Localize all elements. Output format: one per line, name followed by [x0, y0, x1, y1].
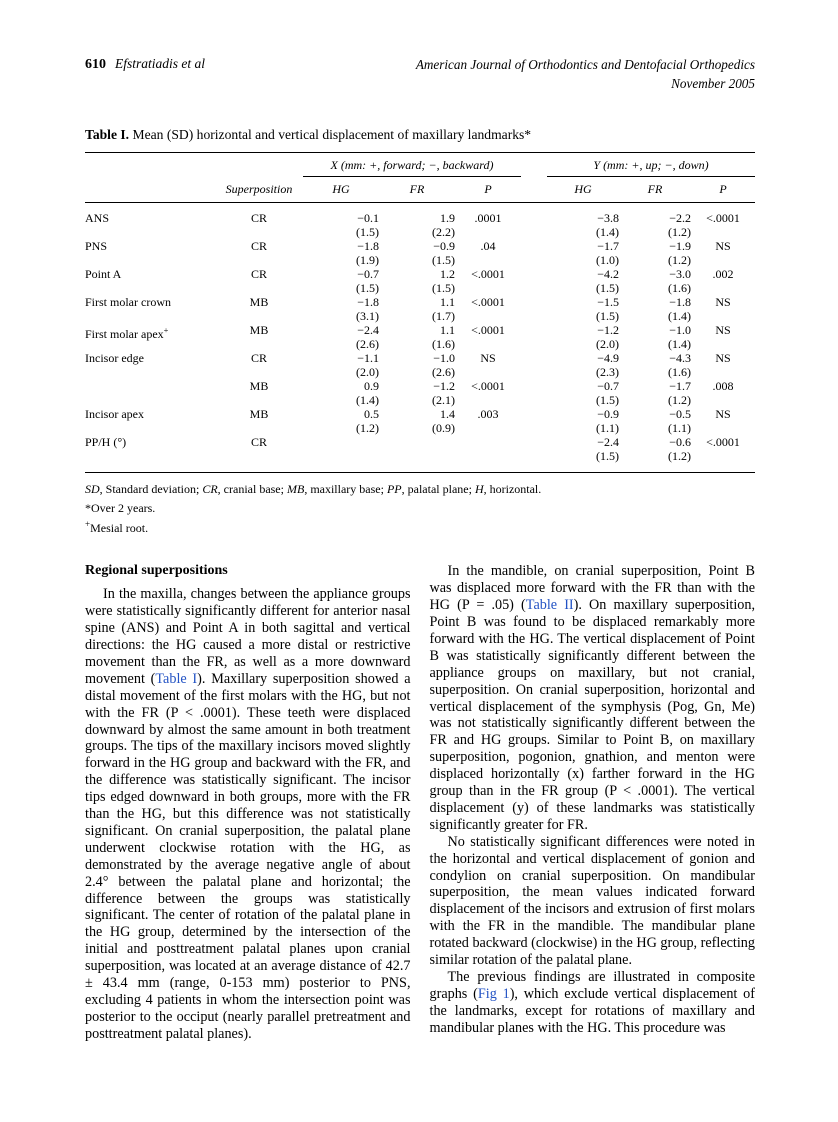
paragraph-mandible: [430, 563, 756, 834]
x-p-cell: <.0001: [471, 379, 505, 394]
landmark-cell: PNS: [85, 239, 108, 254]
figure-1-link[interactable]: Fig 1: [477, 985, 510, 1002]
y-fr-cell: −4.3 (1.6): [668, 351, 691, 379]
superposition-cell: CR: [250, 267, 267, 282]
y-hg-cell: −0.7 (1.5): [596, 379, 619, 407]
x-p-cell: <.0001: [471, 267, 505, 282]
left-column: [85, 563, 411, 1042]
superposition-cell: CR: [250, 211, 267, 226]
plus-marker: +: [85, 518, 91, 529]
y-fr-cell: −1.8 (1.4): [668, 295, 691, 323]
y-p-cell: <.0001: [706, 211, 740, 226]
landmark-cell: Incisor apex: [85, 407, 144, 422]
y-p-cell: NS: [715, 295, 731, 310]
column-gap: [521, 268, 547, 296]
x-fr-cell: −0.9 (1.5): [432, 239, 455, 267]
x-hg-cell: 0.5 (1.2): [356, 407, 379, 435]
paragraph-text: In the mandible, on cranial superposition, Point B was displaced more forward with the FR than with the HG (P = .05) (: [429, 563, 755, 614]
y-hg-cell: −1.5 (1.5): [596, 295, 619, 323]
y-hg-column-header: HG: [547, 176, 619, 203]
table-row: [85, 268, 755, 296]
column-gap: [521, 240, 547, 268]
table-column-header-row: [85, 176, 755, 203]
superposition-cell: MB: [249, 379, 269, 394]
column-gap: [521, 176, 547, 203]
y-p-cell: NS: [715, 323, 731, 338]
x-fr-cell: 1.9 (2.2): [432, 211, 455, 239]
x-hg-cell: 0.9 (1.4): [356, 379, 379, 407]
y-p-cell: .002: [712, 267, 734, 282]
article-body: [85, 563, 755, 1042]
abbr-term: PP: [386, 482, 402, 497]
y-p-cell: <.0001: [706, 435, 740, 450]
table-footnotes: [85, 480, 755, 537]
superposition-cell: MB: [249, 323, 269, 338]
abbr-term: SD: [85, 482, 100, 497]
x-p-cell: .003: [477, 407, 499, 422]
section-heading: Regional superpositions: [85, 563, 228, 579]
x-p-cell: NS: [480, 351, 496, 366]
column-gap: [521, 324, 547, 352]
abbreviations-note: [85, 480, 755, 499]
superposition-cell: MB: [249, 407, 269, 422]
table-row: [85, 380, 755, 408]
table-row: [85, 296, 755, 324]
x-hg-cell: −1.1 (2.0): [356, 351, 379, 379]
abbr-definition: , palatal plane;: [401, 482, 475, 497]
y-hg-cell: −1.7 (1.0): [596, 239, 619, 267]
table-group-header-row: [85, 153, 755, 177]
abbr-definition: , cranial base;: [217, 482, 287, 497]
table-row: [85, 240, 755, 268]
y-hg-cell: −3.8 (1.4): [596, 211, 619, 239]
y-p-cell: NS: [715, 407, 731, 422]
page-number: 610: [85, 57, 106, 72]
landmark-cell: PP/H (°): [85, 435, 127, 450]
column-gap: [521, 153, 547, 177]
x-p-cell: .04: [480, 239, 496, 254]
y-fr-cell: −0.5 (1.1): [668, 407, 691, 435]
x-hg-cell: [303, 436, 379, 473]
table-row: [85, 203, 755, 240]
table-row: [85, 408, 755, 436]
table-row: [85, 436, 755, 473]
column-gap: [521, 436, 547, 473]
abbr-term: MB: [286, 482, 305, 497]
running-head-right: [416, 56, 755, 93]
abbr-definition: , horizontal.: [483, 482, 542, 497]
column-gap: [521, 296, 547, 324]
x-p-cell: .0001: [474, 211, 502, 226]
y-p-column-header: P: [691, 176, 755, 203]
plus-footnote: [85, 518, 755, 538]
abbr-definition: , Standard deviation;: [99, 482, 203, 497]
table-row: [85, 352, 755, 380]
y-p-cell: .008: [712, 379, 734, 394]
paragraph-text: In the maxilla, changes between the appliance groups were statistically significantly different for anterior nasal spine (ANS) and Point A in both sagittal and vertical directions: the HG caused a more distal or restrictive movement than the FR, as well as a more downward movement (: [85, 586, 411, 687]
paragraph-text: The previous findings are illustrated in composite graphs (: [429, 969, 755, 1002]
y-fr-column-header: FR: [619, 176, 691, 203]
y-fr-cell: −0.6 (1.2): [668, 435, 691, 463]
table-1: [85, 152, 755, 473]
paragraph-maxilla: [85, 586, 411, 1042]
running-head-left: [85, 56, 205, 73]
table-body: [85, 203, 755, 473]
paragraph-text: ). On maxillary superposition, Point B was found to be displaced remarkably more forward with the HG. The vertical displacement of Point B was statistically significantly different between the appliance groups on maxillary, but not cranial, superposition. On cranial superposition, horizontal and vertical displacement of the symphysis (Pog, Gn, Me) was not statistically significantly different between the FR and HG groups. Similar to Point B, on maxillary superposition, pogonion, gnathion, and menton were displaced horizontally (x) farther forward in the HG group than in the FR group (P < .0001). The vertical displacement (y) of these landmarks was statistically significantly greater for FR.: [429, 597, 756, 833]
table-1-link[interactable]: Table I: [155, 670, 198, 687]
empty-header-cell: [215, 153, 303, 177]
y-hg-cell: −4.2 (1.5): [596, 267, 619, 295]
abbr-term: CR: [202, 482, 218, 497]
y-p-cell: NS: [715, 239, 731, 254]
x-p-cell: <.0001: [471, 323, 505, 338]
y-hg-cell: −1.2 (2.0): [596, 323, 619, 351]
table-caption-text: Mean (SD) horizontal and vertical displacement of maxillary landmarks*: [132, 127, 532, 143]
y-fr-cell: −2.2 (1.2): [668, 211, 691, 239]
running-authors: Efstratiadis et al: [115, 56, 206, 71]
y-p-cell: NS: [715, 351, 731, 366]
superposition-cell: CR: [250, 351, 267, 366]
landmark-cell: Incisor edge: [85, 351, 144, 366]
landmark-cell: First molar apex+: [85, 325, 169, 342]
x-p-column-header: P: [455, 176, 521, 203]
x-fr-cell: [379, 436, 455, 473]
landmark-cell: ANS: [85, 211, 110, 226]
table-row: [85, 324, 755, 352]
empty-header-cell: [85, 153, 215, 177]
landmark-column-header: [85, 176, 215, 203]
page-header: [85, 56, 755, 93]
y-axis-group-header: Y (mm: +, up; −, down): [547, 153, 755, 177]
right-column: [430, 563, 756, 1042]
x-hg-cell: −0.1 (1.5): [356, 211, 379, 239]
x-p-cell: <.0001: [471, 295, 505, 310]
paragraph-composite-graphs: [430, 969, 756, 1037]
y-hg-cell: −4.9 (2.3): [596, 351, 619, 379]
journal-title: American Journal of Orthodontics and Dentofacial Orthopedics: [415, 57, 755, 72]
y-fr-cell: −1.9 (1.2): [668, 239, 691, 267]
x-hg-cell: −0.7 (1.5): [356, 267, 379, 295]
y-fr-cell: −1.7 (1.2): [668, 379, 691, 407]
x-fr-column-header: FR: [379, 176, 455, 203]
superposition-cell: MB: [249, 295, 269, 310]
y-fr-cell: −1.0 (1.4): [668, 323, 691, 351]
x-axis-group-header: X (mm: +, forward; −, backward): [303, 153, 521, 177]
landmark-cell: Point A: [85, 267, 122, 282]
plus-footnote-text: Mesial root.: [90, 520, 149, 535]
column-gap: [521, 352, 547, 380]
abbr-term: H: [474, 482, 484, 497]
x-fr-cell: 1.1 (1.6): [432, 323, 455, 351]
x-fr-cell: −1.0 (2.6): [432, 351, 455, 379]
abbr-definition: , maxillary base;: [304, 482, 387, 497]
table-1-section: [85, 127, 755, 537]
paragraph-gonion-condylion: No statistically significant differences were noted in the horizontal and vertical displacement of gonion and condylion on cranial superposition. On mandibular superposition, the mean values indicated forward displacement of the incisors and extrusion of first molars with the FR in the mandible. The mandibular plane rotated backward (clockwise) in the HG group, reflecting similar rotation of the palatal plane.: [429, 833, 755, 969]
x-p-cell: [455, 436, 521, 473]
x-fr-cell: 1.2 (1.5): [432, 267, 455, 295]
issue-date: November 2005: [671, 75, 755, 91]
x-hg-cell: −1.8 (3.1): [356, 295, 379, 323]
column-gap: [521, 203, 547, 240]
table-caption: [85, 127, 755, 143]
x-fr-cell: 1.1 (1.7): [432, 295, 455, 323]
x-fr-cell: 1.4 (0.9): [432, 407, 455, 435]
x-hg-cell: −1.8 (1.9): [356, 239, 379, 267]
table-label: Table I.: [85, 127, 130, 143]
superposition-column-header: Superposition: [215, 176, 303, 203]
footnote-marker: +: [163, 325, 169, 336]
paragraph-text: ), which exclude vertical displacement of the landmarks, except for rotations of maxillary and mandibular planes with the HG. This procedure was: [429, 985, 755, 1036]
x-fr-cell: −1.2 (2.1): [432, 379, 455, 407]
landmark-cell: First molar crown: [85, 295, 171, 310]
x-hg-column-header: HG: [303, 176, 379, 203]
column-gap: [521, 380, 547, 408]
star-footnote: *Over 2 years.: [85, 501, 156, 516]
x-hg-cell: −2.4 (2.6): [356, 323, 379, 351]
y-hg-cell: −0.9 (1.1): [596, 407, 619, 435]
column-gap: [521, 408, 547, 436]
superposition-cell: CR: [250, 239, 267, 254]
paragraph-text: ). Maxillary superposition showed a distal movement of the first molars with the HG, but not with the FR (P < .0001). These teeth were displaced downward by almost the same amount in both treatment groups. The tips of the maxillary incisors moved slightly forward in the HG group and backward with the FR, and the difference was statistically significant. The incisor tips edged downward in both groups, more with the FR than the HG, but this difference was not statistically significant. On cranial superposition, the palatal plane underwent clockwise rotation with the HG, as demonstrated by the average negative angle of about 2.4° between the palatal plane and horizontal; the difference between the groups was statistically significant. The center of rotation of the palatal plane in the HG group, determined by the intersection of the initial and posttreatment palatal planes upon cranial superposition, was located at an average distance of 42.7 ± 43.4 mm (range, 0-153 mm) posterior to PNS, excluding 4 patients in whom the intersection point was posterior to the occiput (nearly parallel pretreatment and posttreatment palatal planes).: [85, 670, 411, 1042]
table-2-link[interactable]: Table II: [525, 597, 574, 614]
y-hg-cell: −2.4 (1.5): [596, 435, 619, 463]
landmark-cell: [85, 380, 215, 408]
y-fr-cell: −3.0 (1.6): [668, 267, 691, 295]
superposition-cell: CR: [250, 435, 267, 450]
